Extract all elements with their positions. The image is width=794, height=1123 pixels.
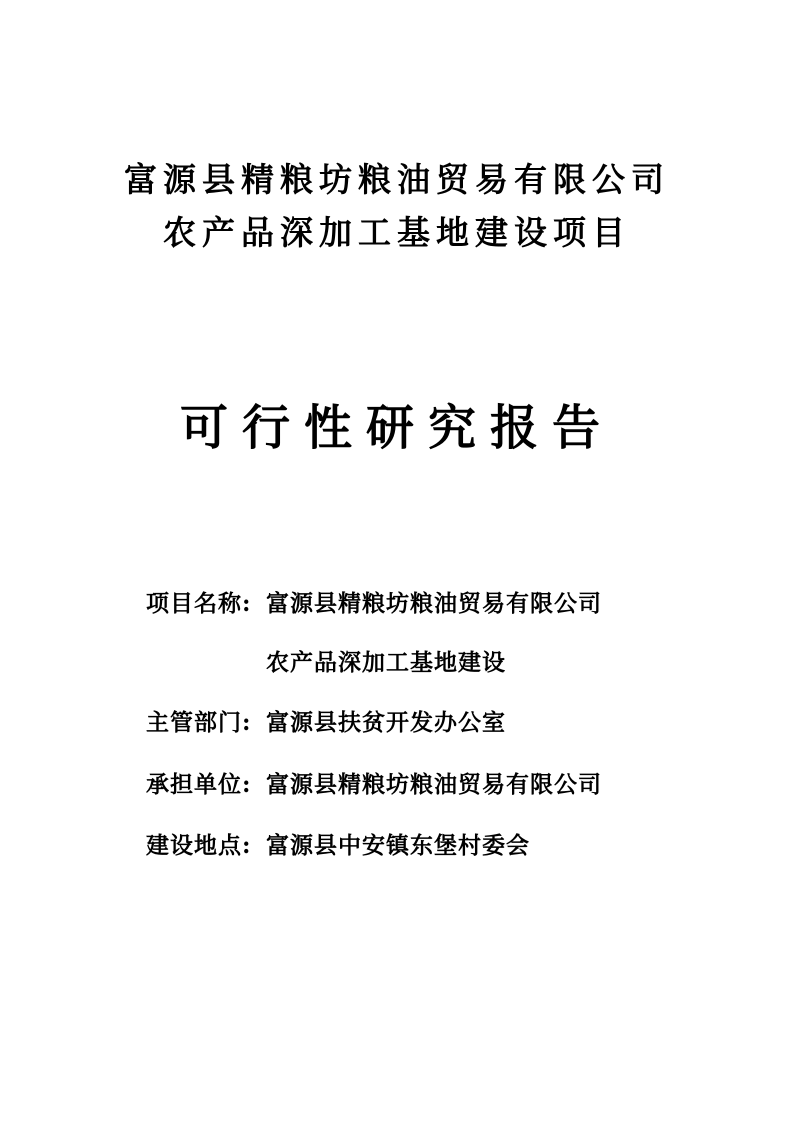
location-label: 建设地点: xyxy=(146,832,252,859)
report-title: 可行性研究报告 xyxy=(179,400,614,456)
company-title: 富源县精粮坊粮油贸易有限公司 xyxy=(124,160,670,199)
undertaking-unit-row xyxy=(146,768,602,802)
undertaking-unit-value: 富源县精粮坊粮油贸易有限公司 xyxy=(266,771,602,798)
project-name-value: 富源县精粮坊粮油贸易有限公司 xyxy=(266,590,602,617)
department-row xyxy=(146,706,506,740)
location-row xyxy=(146,829,530,863)
undertaking-unit-label: 承担单位: xyxy=(146,771,252,798)
project-name-row xyxy=(146,587,602,621)
department-label: 主管部门: xyxy=(146,709,252,736)
project-name-value-continued: 农产品深加工基地建设 xyxy=(266,649,506,676)
department-value: 富源县扶贫开发办公室 xyxy=(266,709,506,736)
location-value: 富源县中安镇东堡村委会 xyxy=(266,832,530,859)
project-title: 农产品深加工基地建设项目 xyxy=(163,213,631,252)
project-name-label: 项目名称: xyxy=(146,590,252,617)
